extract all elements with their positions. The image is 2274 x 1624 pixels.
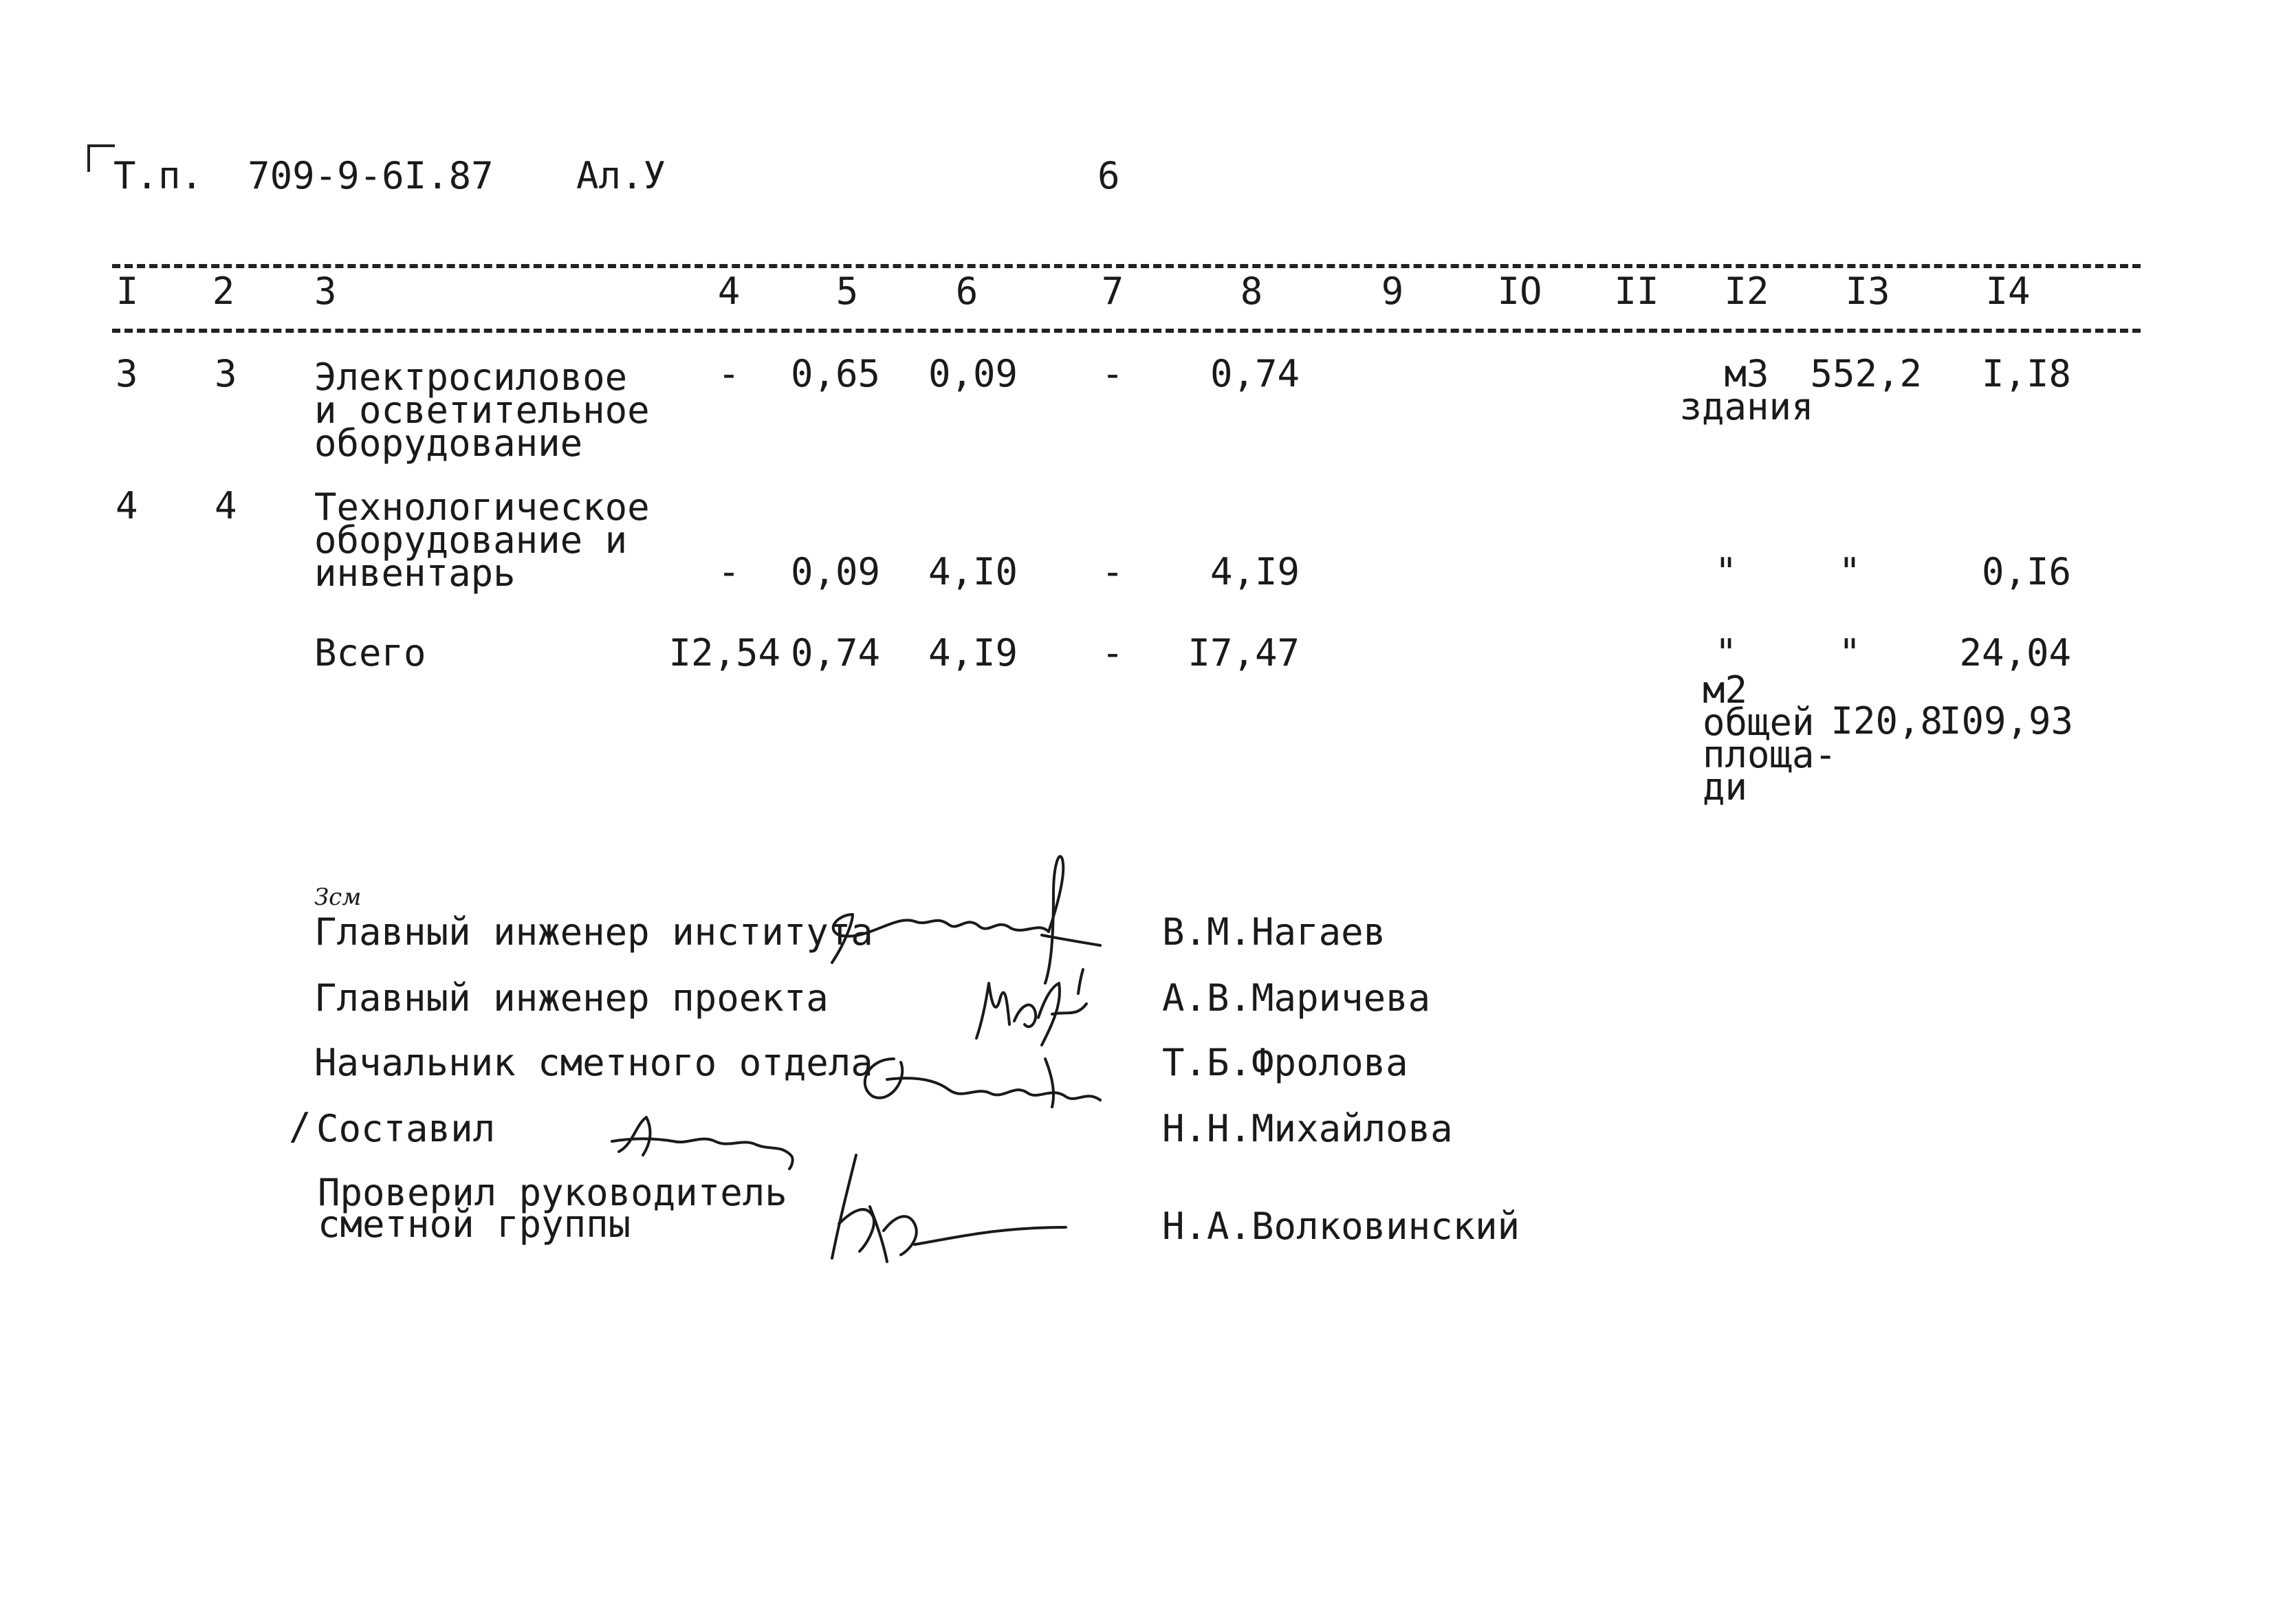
signatory-name: А.В.Маричева [1162, 976, 1431, 1020]
row-cell-14: 24,04 [1959, 631, 2071, 674]
row-cell-12: м3 здания [1679, 352, 1814, 428]
row-cell-14: I,I8 [1981, 352, 2071, 395]
page-number: 6 [1097, 154, 1120, 197]
row-cell-12: м2 общей площа- ди [1703, 668, 1837, 809]
row-cell-14: I09,93 [1939, 699, 2074, 743]
row-cell-4: I2,54 [668, 631, 780, 674]
col-num-3: 3 [314, 270, 337, 313]
row-cell-8: 4,I9 [1210, 550, 1300, 593]
col-num-8: 8 [1240, 270, 1263, 313]
signatory-name: Н.Н.Михайлова [1162, 1107, 1453, 1150]
doc-code: Т.п. 709-9-6I.87 [113, 154, 494, 197]
row-cell-8: I7,47 [1188, 631, 1300, 674]
col-num-12: I2 [1724, 270, 1769, 313]
row-cell-4: - [717, 352, 741, 395]
signature-volkovinsky [818, 1141, 1080, 1279]
signatory-role: Начальник сметного отдела [314, 1041, 873, 1084]
row-cell-5: 0,74 [790, 631, 880, 674]
table-header-rule [112, 329, 2141, 333]
signatory-role: Главный инженер проекта [314, 976, 829, 1020]
signatory-role: Составил [316, 1107, 496, 1150]
signatory-role: Проверил руководитель сметной группы [318, 1171, 787, 1246]
slash-mark: / [289, 1105, 311, 1148]
row-cell-1: 4 [116, 484, 138, 527]
row-cell-14: 0,I6 [1981, 550, 2071, 593]
signature-mikhailova [605, 1104, 811, 1172]
row-cell-5: 0,09 [790, 550, 880, 593]
row-cell-7: - [1101, 631, 1124, 674]
row-cell-5: 0,65 [790, 352, 880, 395]
col-num-2: 2 [212, 270, 235, 313]
row-cell-4: - [717, 550, 741, 593]
row-cell-1: 3 [116, 352, 138, 395]
col-num-10: IO [1497, 270, 1542, 313]
col-num-14: I4 [1985, 270, 2031, 313]
row-cell-13: " [1838, 631, 1861, 674]
row-item-name: Технологическое оборудование и инвентарь [314, 485, 650, 595]
row-cell-12: " [1714, 550, 1738, 593]
row-cell-13: I20,8 [1830, 699, 1943, 743]
row-cell-7: - [1101, 550, 1124, 593]
row-cell-7: - [1101, 352, 1124, 395]
col-num-9: 9 [1381, 270, 1404, 313]
row-cell-13: 552,2 [1810, 352, 1922, 395]
row-cell-6: 4,I0 [928, 550, 1018, 593]
row-item-name: Электросиловое и осветительное оборудование [314, 355, 650, 465]
row-cell-2: 4 [215, 484, 237, 527]
row-cell-6: 4,I9 [928, 631, 1018, 674]
album-label: Ал.У [576, 154, 666, 197]
row-cell-8: 0,74 [1210, 352, 1300, 395]
table-top-rule [112, 264, 2141, 268]
row-cell-6: 0,09 [928, 352, 1018, 395]
col-num-1: I [116, 270, 139, 313]
signatory-name: Н.А.Волковинский [1162, 1205, 1520, 1248]
signature-frolova [846, 1038, 1121, 1121]
col-num-11: II [1614, 270, 1659, 313]
col-num-7: 7 [1101, 270, 1124, 313]
row-cell-2: 3 [215, 352, 237, 395]
margin-note: Зсм [314, 884, 362, 911]
row-item-name: Всего [314, 631, 426, 674]
signatory-name: Т.Б.Фролова [1162, 1041, 1408, 1084]
signatory-name: В.М.Нагаев [1162, 910, 1386, 954]
corner-mark [87, 144, 115, 172]
row-cell-13: " [1838, 550, 1861, 593]
col-num-5: 5 [835, 270, 859, 313]
col-num-4: 4 [717, 270, 741, 313]
col-num-6: 6 [955, 270, 979, 313]
row-cell-12: " [1714, 631, 1738, 674]
col-num-13: I3 [1845, 270, 1890, 313]
signatory-role: Главный инженер института [314, 910, 873, 954]
